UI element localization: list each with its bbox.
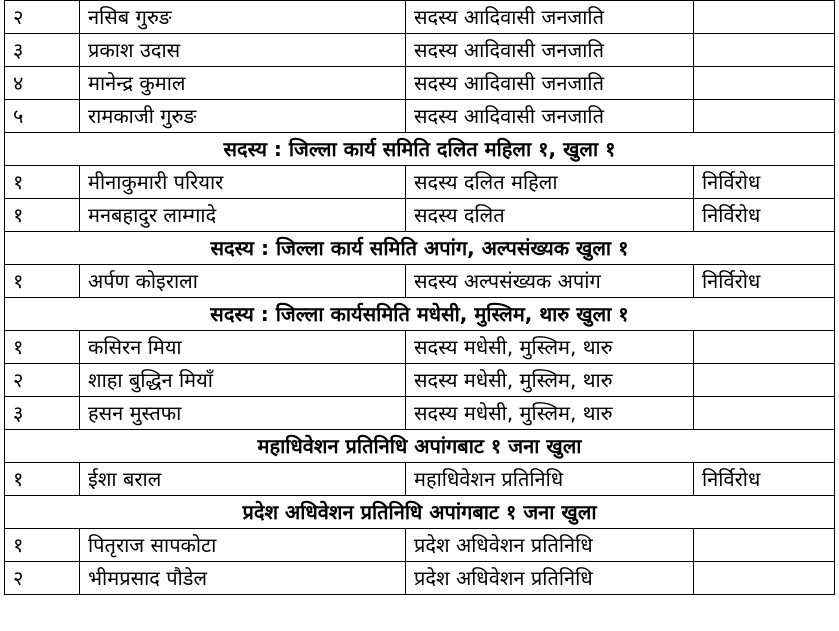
post-cell: सदस्य आदिवासी जनजाति (406, 34, 694, 67)
candidate-name-cell: शाहा बुद्धिन मियाँ (80, 364, 406, 397)
post-cell: सदस्य मधेसी, मुस्लिम, थारु (406, 331, 694, 364)
serial-number-cell: ३ (5, 34, 80, 67)
status-cell (694, 67, 835, 100)
candidate-name-cell: पितृराज सापकोटा (80, 529, 406, 562)
serial-number-cell: २ (5, 1, 80, 34)
serial-number-cell: १ (5, 166, 80, 199)
section-heading: सदस्य : जिल्ला कार्य समिति अपांग, अल्पसंख्यक खुला १ (5, 232, 835, 265)
serial-number-cell: ३ (5, 397, 80, 430)
candidate-name-cell: भीमप्रसाद पौडेल (80, 562, 406, 595)
status-cell: निर्विरोध (694, 265, 835, 298)
serial-number-cell: २ (5, 364, 80, 397)
section-heading: सदस्य : जिल्ला कार्य समिति दलित महिला १, खुला १ (5, 133, 835, 166)
serial-number-cell: ४ (5, 67, 80, 100)
candidate-name-cell: मानेन्द्र कुमाल (80, 67, 406, 100)
status-cell: निर्विरोध (694, 166, 835, 199)
table-row (5, 364, 835, 397)
candidate-name-cell: मीनाकुमारी परियार (80, 166, 406, 199)
post-cell: प्रदेश अधिवेशन प्रतिनिधि (406, 562, 694, 595)
status-cell: निर्विरोध (694, 463, 835, 496)
table-row (5, 166, 835, 199)
table-row (5, 67, 835, 100)
post-cell: सदस्य अल्पसंख्यक अपांग (406, 265, 694, 298)
table-row (5, 100, 835, 133)
section-heading-row (5, 232, 835, 265)
table-row (5, 397, 835, 430)
candidate-table-body (5, 1, 835, 595)
section-heading-row (5, 430, 835, 463)
post-cell: सदस्य दलित (406, 199, 694, 232)
status-cell (694, 34, 835, 67)
table-row (5, 265, 835, 298)
section-heading-row (5, 496, 835, 529)
table-row (5, 34, 835, 67)
table-row (5, 463, 835, 496)
post-cell: महाधिवेशन प्रतिनिधि (406, 463, 694, 496)
table-row (5, 529, 835, 562)
post-cell: प्रदेश अधिवेशन प्रतिनिधि (406, 529, 694, 562)
section-heading-row (5, 298, 835, 331)
serial-number-cell: १ (5, 529, 80, 562)
serial-number-cell: १ (5, 199, 80, 232)
table-row (5, 562, 835, 595)
section-heading: सदस्य : जिल्ला कार्यसमिति मधेसी, मुस्लिम, थारु खुला १ (5, 298, 835, 331)
serial-number-cell: १ (5, 463, 80, 496)
status-cell (694, 397, 835, 430)
candidate-name-cell: अर्पण कोइराला (80, 265, 406, 298)
candidate-name-cell: मनबहादुर लाम्गादे (80, 199, 406, 232)
status-cell (694, 364, 835, 397)
status-cell (694, 331, 835, 364)
status-cell (694, 562, 835, 595)
post-cell: सदस्य आदिवासी जनजाति (406, 67, 694, 100)
status-cell (694, 100, 835, 133)
candidate-name-cell: नसिब गुरुङ (80, 1, 406, 34)
section-heading: प्रदेश अधिवेशन प्रतिनिधि अपांगबाट १ जना खुला (5, 496, 835, 529)
section-heading: महाधिवेशन प्रतिनिधि अपांगबाट १ जना खुला (5, 430, 835, 463)
candidate-name-cell: रामकाजी गुरुङ (80, 100, 406, 133)
post-cell: सदस्य दलित महिला (406, 166, 694, 199)
table-row (5, 1, 835, 34)
candidate-list-sheet (4, 0, 834, 628)
table-row (5, 331, 835, 364)
candidate-name-cell: हसन मुस्तफा (80, 397, 406, 430)
serial-number-cell: २ (5, 562, 80, 595)
status-cell (694, 529, 835, 562)
table-row (5, 199, 835, 232)
section-heading-row (5, 133, 835, 166)
post-cell: सदस्य मधेसी, मुस्लिम, थारु (406, 364, 694, 397)
serial-number-cell: १ (5, 331, 80, 364)
status-cell: निर्विरोध (694, 199, 835, 232)
candidate-table (4, 0, 835, 595)
serial-number-cell: १ (5, 265, 80, 298)
serial-number-cell: ५ (5, 100, 80, 133)
status-cell (694, 1, 835, 34)
candidate-name-cell: ईशा बराल (80, 463, 406, 496)
candidate-name-cell: प्रकाश उदास (80, 34, 406, 67)
post-cell: सदस्य आदिवासी जनजाति (406, 1, 694, 34)
candidate-name-cell: कसिरन मिया (80, 331, 406, 364)
post-cell: सदस्य मधेसी, मुस्लिम, थारु (406, 397, 694, 430)
post-cell: सदस्य आदिवासी जनजाति (406, 100, 694, 133)
